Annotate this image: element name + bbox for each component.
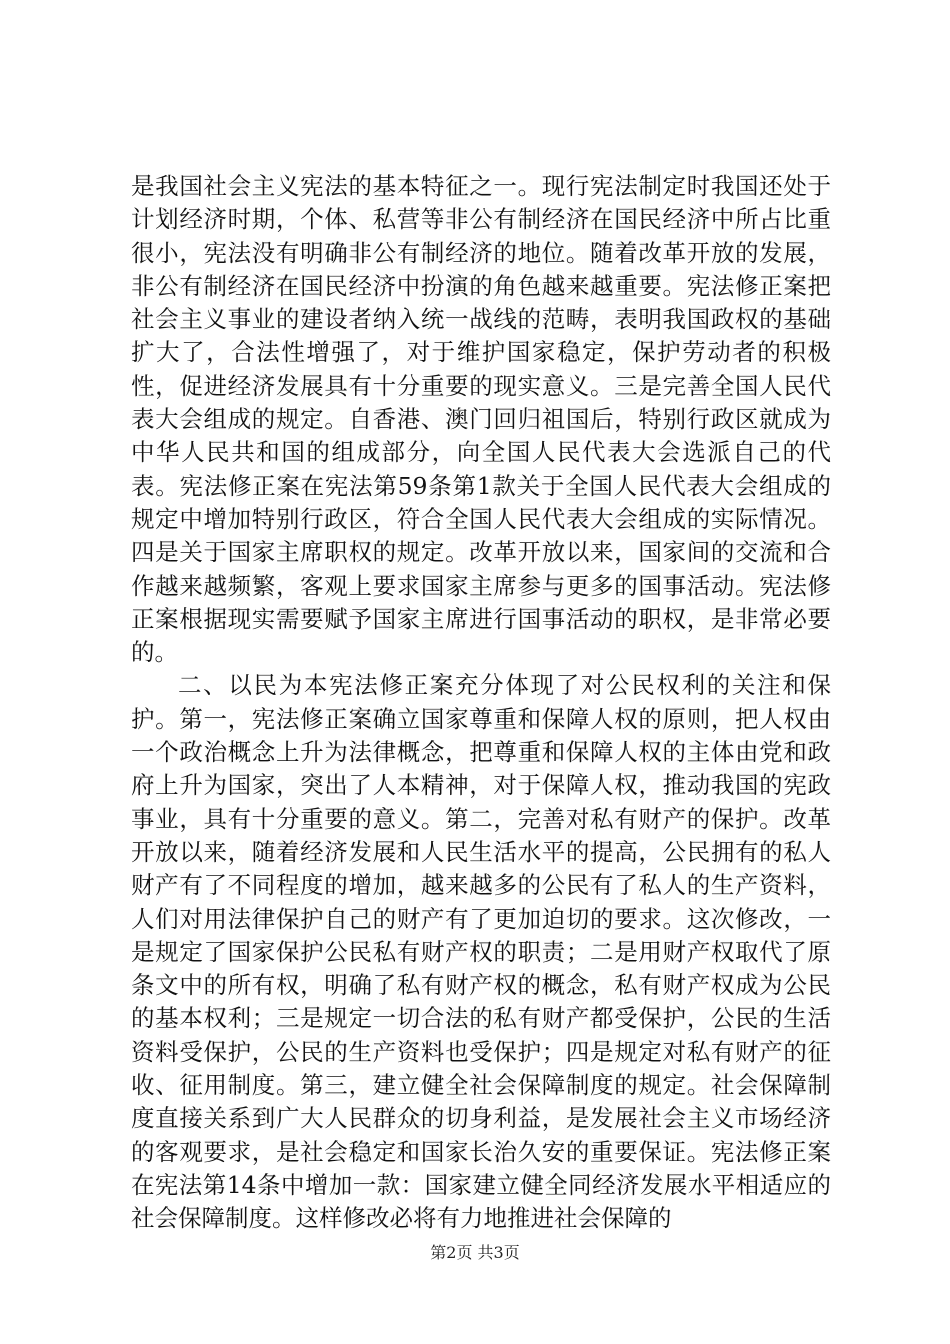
paragraph-section-two: 二、以民为本宪法修正案充分体现了对公民权利的关注和保护。第一，宪法修正案确立国家尊重和保障人权的原则，把人权由一个政治概念上升为法律概念，把尊重和保障人权的主体由党和政府上升为国家，突出了人本精神，对于保障人权，推动我国的宪政事业，具有十分重要的意义。第二，完善对私有财产的保护。改革开放以来，随着经济发展和人民生活水平的提高，公民拥有的私人财产有了不同程度的增加，越来越多的公民有了私人的生产资料，人们对用法律保护自己的财产有了更加迫切的要求。这次修改，一是规定了国家保护公民私有财产权的职责；二是用财产权取代了原条文中的所有权，明确了私有财产权的概念，私有财产权成为公民的基本权利；三是规定一切合法的私有财产都受保护，公民的生活资料受保护，公民的生产资料也受保护；四是规定对私有财产的征收、征用制度。第三，建立健全社会保障制度的规定。社会保障制度直接关系到广大人民群众的切身利益，是发展社会主义市场经济的客观要求，是社会稳定和国家长治久安的重要保证。宪法修正案在宪法第14条中增加一款：国家建立健全同经济发展水平相适应的社会保障制度。这样修改必将有力地推进社会保障的 — [131, 671, 831, 1233]
document-body — [131, 170, 831, 1236]
paragraph-continued: 是我国社会主义宪法的基本特征之一。现行宪法制定时我国还处于计划经济时期，个体、私营等非公有制经济在国民经济中所占比重很小，宪法没有明确非公有制经济的地位。随着改革开放的发展，非公有制经济在国民经济中扮演的角色越来越重要。宪法修正案把社会主义事业的建设者纳入统一战线的范畴，表明我国政权的基础扩大了，合法性增强了，对于维护国家稳定，保护劳动者的积极性，促进经济发展具有十分重要的现实意义。三是完善全国人民代表大会组成的规定。自香港、澳门回归祖国后，特别行政区就成为中华人民共和国的组成部分，向全国人民代表大会选派自己的代表。宪法修正案在宪法第59条第1款关于全国人民代表大会组成的规定中增加特别行政区，符合全国人民代表大会组成的实际情况。四是关于国家主席职权的规定。改革开放以来，国家间的交流和合作越来越频繁，客观上要求国家主席参与更多的国事活动。宪法修正案根据现实需要赋予国家主席进行国事活动的职权，是非常必要的。 — [131, 172, 831, 667]
page-number-footer: 第2页 共3页 — [430, 1243, 520, 1262]
